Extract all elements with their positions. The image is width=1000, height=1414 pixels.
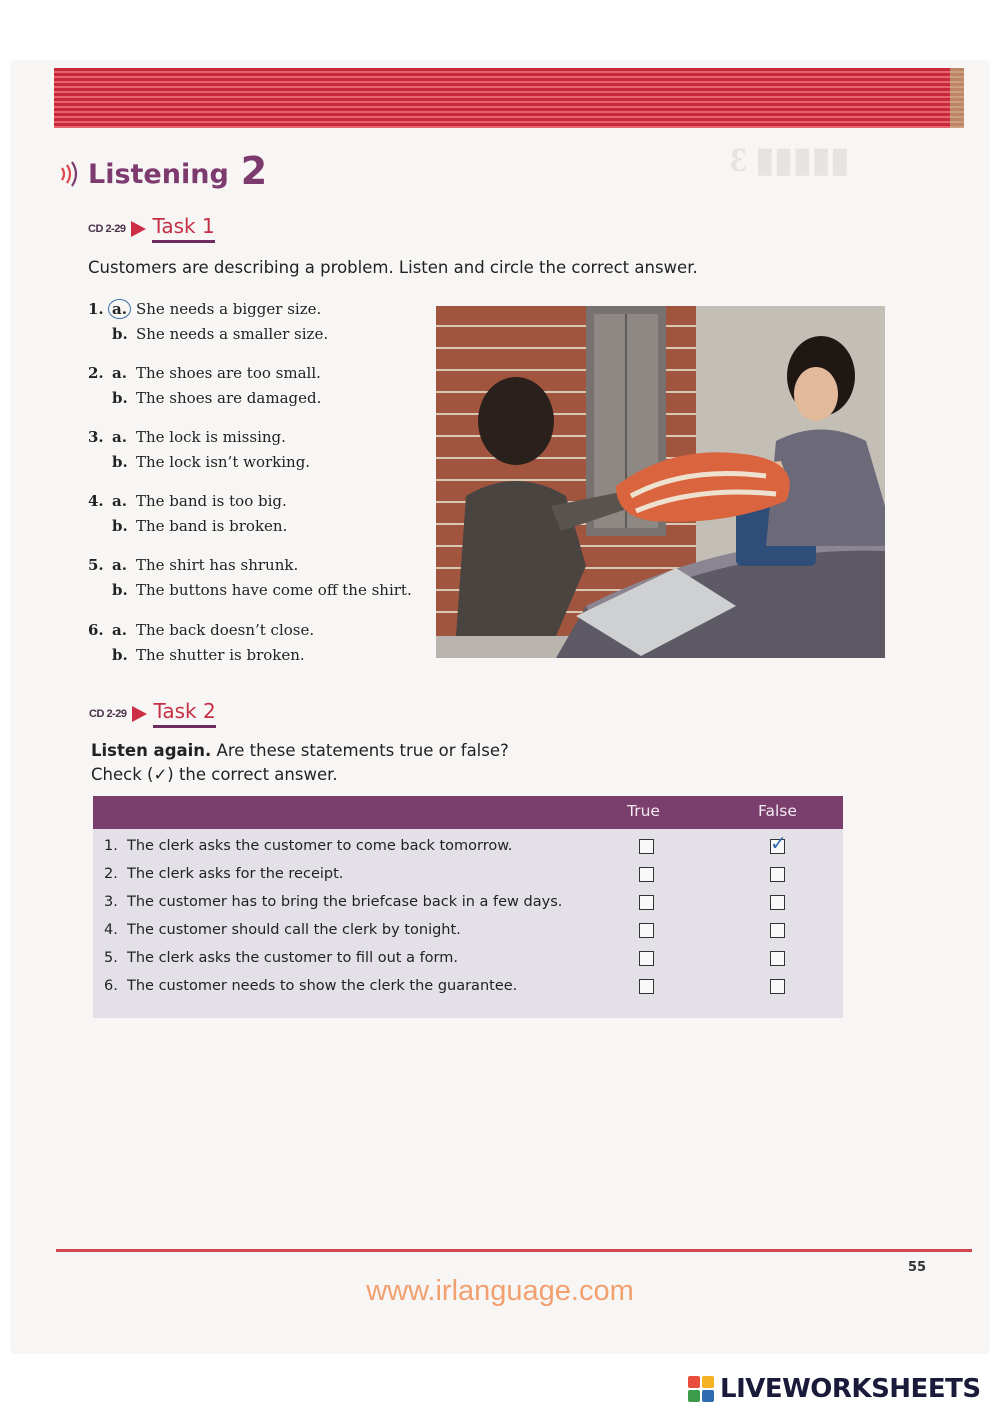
statement-text: The clerk asks the customer to fill out a form. bbox=[127, 950, 458, 966]
task2-instruction-rest: Are these statements true or false? bbox=[211, 741, 509, 760]
false-checkbox[interactable] bbox=[770, 979, 785, 994]
sound-wave-icon bbox=[58, 159, 82, 189]
row-number: 4. bbox=[104, 922, 118, 938]
true-checkbox[interactable] bbox=[639, 951, 654, 966]
row-number: 2. bbox=[104, 866, 118, 882]
table-row bbox=[93, 946, 843, 974]
page-number: 55 bbox=[908, 1260, 927, 1275]
column-true: True bbox=[627, 802, 660, 820]
question-number: 3. bbox=[88, 427, 104, 446]
option-letter-b[interactable]: b. bbox=[112, 516, 128, 535]
statement-text: The clerk asks for the receipt. bbox=[127, 866, 344, 882]
row-number: 1. bbox=[104, 838, 118, 854]
false-checkbox[interactable] bbox=[770, 831, 787, 855]
row-number: 3. bbox=[104, 894, 118, 910]
option-b: The shoes are damaged. bbox=[136, 388, 322, 407]
task1-title: Task 1 bbox=[152, 214, 214, 243]
option-letter-a[interactable]: a. bbox=[112, 491, 127, 510]
question-number: 4. bbox=[88, 491, 104, 510]
question-item bbox=[88, 360, 321, 410]
true-checkbox[interactable] bbox=[639, 895, 654, 910]
true-checkbox[interactable] bbox=[639, 867, 654, 882]
true-checkbox[interactable] bbox=[639, 839, 654, 854]
table-row bbox=[93, 831, 843, 862]
table-row bbox=[93, 862, 843, 890]
watermark-link[interactable]: www.irlanguage.com bbox=[366, 1275, 634, 1307]
option-a: The band is too big. bbox=[136, 491, 287, 510]
cd-track-label: CD 2-29 bbox=[88, 222, 126, 235]
row-number: 5. bbox=[104, 950, 118, 966]
question-item bbox=[88, 296, 328, 346]
checkmark-icon: ✓ bbox=[770, 831, 787, 855]
liveworksheets-logo-icon bbox=[688, 1376, 714, 1402]
statement-text: The clerk asks the customer to come back tomorrow. bbox=[127, 838, 513, 854]
question-item bbox=[88, 617, 314, 667]
liveworksheets-brand[interactable] bbox=[688, 1374, 981, 1404]
question-number: 5. bbox=[88, 555, 104, 574]
circled-answer-a[interactable]: a. bbox=[108, 299, 131, 319]
cd-track-label: CD 2-29 bbox=[89, 707, 127, 720]
task2-instruction-bold: Listen again. bbox=[91, 741, 212, 760]
option-letter-b[interactable]: b. bbox=[112, 645, 128, 664]
option-letter-a[interactable]: a. bbox=[112, 620, 127, 639]
option-letter-a[interactable]: a. bbox=[112, 363, 127, 382]
question-number: 2. bbox=[88, 363, 104, 382]
option-b: The lock isn’t working. bbox=[136, 452, 311, 471]
option-letter-a[interactable]: a. bbox=[112, 427, 127, 446]
true-checkbox[interactable] bbox=[639, 979, 654, 994]
table-header bbox=[93, 796, 843, 829]
question-item bbox=[88, 424, 310, 474]
footer-rule bbox=[56, 1249, 972, 1252]
false-checkbox[interactable] bbox=[770, 867, 785, 882]
option-letter-b[interactable]: b. bbox=[112, 452, 128, 471]
statement-text: The customer has to bring the briefcase back in a few days. bbox=[127, 894, 563, 910]
option-letter-a[interactable]: a. bbox=[112, 555, 127, 574]
play-arrow-icon bbox=[131, 221, 146, 237]
question-item bbox=[88, 552, 412, 602]
statement-text: The customer needs to show the clerk the guarantee. bbox=[127, 978, 518, 994]
option-a: The shirt has shrunk. bbox=[136, 555, 299, 574]
column-false: False bbox=[758, 802, 797, 820]
true-checkbox[interactable] bbox=[639, 923, 654, 938]
false-checkbox[interactable] bbox=[770, 923, 785, 938]
task2-instruction bbox=[91, 741, 509, 760]
option-a: The back doesn’t close. bbox=[136, 620, 315, 639]
option-a: She needs a bigger size. bbox=[136, 299, 322, 318]
false-checkbox[interactable] bbox=[770, 951, 785, 966]
row-number: 6. bbox=[104, 978, 118, 994]
question-item bbox=[88, 488, 287, 538]
brand-name: LIVEWORKSHEETS bbox=[720, 1374, 981, 1404]
option-letter-b[interactable]: b. bbox=[112, 388, 128, 407]
section-number: 2 bbox=[240, 149, 268, 193]
option-b: The band is broken. bbox=[136, 516, 288, 535]
table-row bbox=[93, 890, 843, 918]
shop-return-photo bbox=[436, 306, 885, 658]
task2-instruction-line2: Check (✓) the correct answer. bbox=[91, 765, 338, 784]
option-a: The shoes are too small. bbox=[136, 363, 321, 382]
option-b: She needs a smaller size. bbox=[136, 324, 329, 343]
false-checkbox[interactable] bbox=[770, 895, 785, 910]
option-letter-b[interactable]: b. bbox=[112, 324, 128, 343]
option-b: The buttons have come off the shirt. bbox=[136, 580, 412, 599]
task1-heading bbox=[88, 214, 215, 243]
header-banner bbox=[54, 68, 964, 128]
option-b: The shutter is broken. bbox=[136, 645, 305, 664]
option-a: The lock is missing. bbox=[136, 427, 286, 446]
table-row bbox=[93, 974, 843, 1002]
question-number: 1. bbox=[88, 299, 104, 318]
play-arrow-icon bbox=[132, 706, 147, 722]
bleed-through-title: ▮▮▮▮▮ 3 bbox=[730, 142, 850, 179]
option-letter-b[interactable]: b. bbox=[112, 580, 128, 599]
true-false-table bbox=[93, 796, 843, 1018]
question-number: 6. bbox=[88, 620, 104, 639]
statement-text: The customer should call the clerk by tonight. bbox=[127, 922, 461, 938]
task2-heading bbox=[89, 699, 216, 728]
section-title: Listening bbox=[88, 158, 229, 190]
table-row bbox=[93, 918, 843, 946]
section-heading bbox=[58, 149, 268, 196]
task2-title: Task 2 bbox=[153, 699, 215, 728]
task1-instruction: Customers are describing a problem. Listen and circle the correct answer. bbox=[88, 258, 698, 277]
